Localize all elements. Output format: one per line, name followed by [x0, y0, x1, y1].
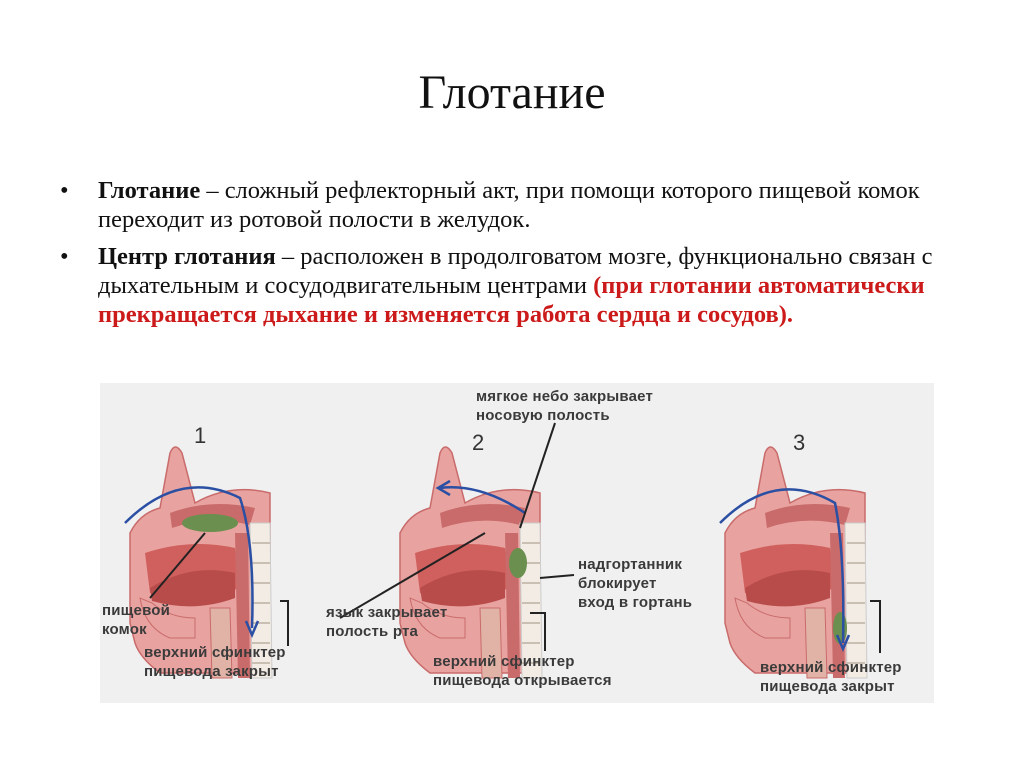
stage-number-1: 1 [194, 423, 207, 448]
stage-2-illustration [400, 447, 542, 678]
slide-title: Глотание [418, 66, 606, 119]
stage-number-3: 3 [793, 430, 806, 455]
label-epiglottis: надгортанник блокирует вход в гортань [578, 556, 693, 611]
bullet-dot: • [60, 177, 69, 204]
bullet-text: – сложный рефлекторный акт, при помощи которого пищевой комок переходит из ротовой полости в желудок. [98, 177, 920, 233]
bullet-list [58, 176, 958, 337]
label-sphincter-closed-3: верхний сфинктер пищевода закрыт [760, 659, 902, 695]
label-food-bolus: пищевой комок [102, 602, 171, 638]
label-tongue: язык закрывает полость рта [326, 604, 448, 640]
label-sphincter-closed-1: верхний сфинктер пищевода закрыт [144, 644, 286, 680]
bullet-dot: • [60, 243, 69, 270]
label-soft-palate: мягкое небо закрывает носовую полость [476, 388, 654, 424]
bullet-highlight: (при глотании автоматически прекращается дыхание и изменяется работа сердца и сосудов). [98, 272, 925, 328]
swallowing-stages-figure [100, 383, 934, 703]
label-sphincter-open: верхний сфинктер пищевода открывается [433, 653, 612, 689]
bullet-swallowing [58, 176, 958, 234]
bullet-term: Центр глотания [98, 243, 276, 270]
bullet-term: Глотание [98, 177, 201, 204]
bullet-swallowing-center [58, 242, 958, 329]
food-bolus-shape [509, 548, 527, 578]
bullet-text: – расположен в продолговатом мозге, функционально связан с дыхательным и сосудодвигательным центрами [98, 243, 933, 299]
stage-number-2: 2 [472, 430, 485, 455]
stage-3-illustration [720, 447, 867, 678]
food-bolus-shape [182, 514, 238, 532]
